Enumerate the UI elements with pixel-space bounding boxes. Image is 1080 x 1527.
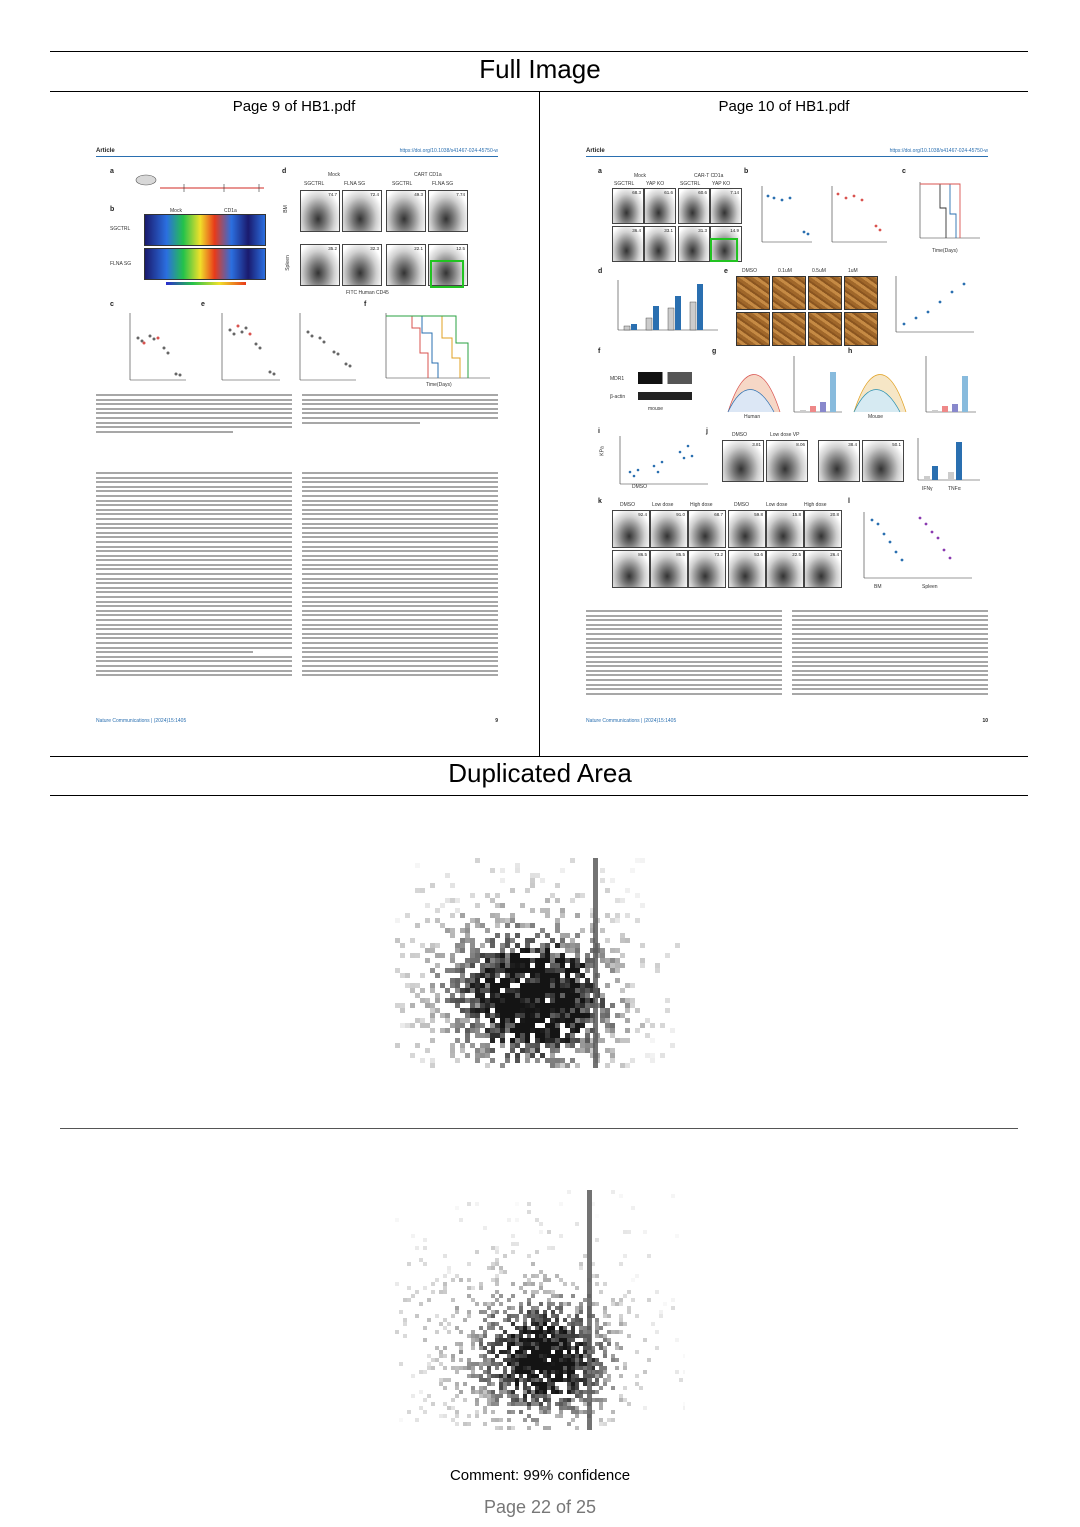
r-panel-c-survival	[910, 178, 982, 248]
panel-a-label: a	[110, 168, 114, 175]
right-page-thumbnail	[586, 148, 988, 724]
r-body-text-right	[792, 610, 988, 697]
panel-e-label: e	[201, 301, 205, 308]
panel-d-sgctrl1: SGCTRL	[304, 181, 325, 187]
r-panel-f-actin: β-actin	[610, 394, 626, 400]
western-blot-band	[638, 392, 692, 400]
r-panel-c-label: c	[902, 168, 906, 175]
r-panel-a-yapko1: YAP KO	[646, 181, 665, 187]
r-panel-a-cart: CAR-T CD1a	[694, 173, 724, 179]
right-page-label: Page 10 of HB1.pdf	[718, 98, 850, 115]
panel-c-scatter	[118, 308, 188, 388]
facs-plot: 72.4	[342, 190, 382, 232]
r-panel-f-mouse: mouse	[648, 406, 664, 412]
facs-plot: 53.6	[728, 550, 766, 588]
left-doi-link: https://doi.org/10.1038/s41467-024-45750-w	[399, 148, 498, 154]
afm-image	[736, 276, 770, 310]
facs-plot: 92.4	[612, 510, 650, 548]
afm-image	[772, 276, 806, 310]
r-panel-b-label: b	[744, 168, 749, 175]
afm-image	[772, 312, 806, 346]
panel-f-xaxis: Time(Days)	[426, 382, 452, 388]
facs-plot: 7.14	[710, 188, 742, 224]
facs-plot: 32.3	[342, 244, 382, 286]
r-panel-l-bm: BM	[874, 584, 882, 590]
facs-plot: 31.3	[678, 226, 710, 262]
r-panel-b-scatter	[752, 182, 892, 262]
panel-b-label: b	[110, 206, 115, 213]
facs-plot: 50.1	[862, 440, 904, 482]
facs-plot: 22.1	[386, 244, 426, 286]
r-panel-k-dmso2: DMSO	[734, 502, 749, 508]
left-page-thumbnail	[96, 148, 498, 724]
facs-plot: 85.5	[650, 550, 688, 588]
r-panel-d-label: d	[598, 268, 603, 275]
facs-plot: 68.7	[688, 510, 726, 548]
r-panel-i-scatter	[610, 432, 710, 492]
facs-plot: 3.81	[722, 440, 764, 482]
panel-d-bm: BM	[282, 205, 289, 213]
duplicated-region-highlight	[710, 238, 738, 262]
panel-c-label: c	[110, 301, 114, 308]
r-panel-f-label: f	[598, 348, 601, 355]
left-page-footer: Nature Communications | (2024)15:1405	[96, 718, 187, 724]
page-footer: Page 22 of 25	[483, 1497, 597, 1517]
panel-d-cart: CART CD1a	[414, 172, 442, 178]
right-doi-link: https://doi.org/10.1038/s41467-024-45750-w	[889, 148, 988, 154]
r-panel-g-human: Human	[744, 414, 761, 420]
facs-plot: 33.1	[644, 226, 676, 262]
r-body-text-left	[586, 610, 782, 697]
facs-plot: 22.5	[766, 550, 804, 588]
facs-plot: 36.4	[612, 226, 644, 262]
r-panel-j-dmso: DMSO	[732, 432, 747, 438]
r-panel-j-label: j	[706, 428, 708, 435]
facs-plot: 15.8	[766, 510, 804, 548]
duplicated-region-highlight	[430, 260, 464, 288]
facs-plot: 38.4	[818, 440, 860, 482]
left-page-number: 9	[495, 718, 498, 724]
facs-plot: 26.4	[804, 550, 842, 588]
panel-b-cd1a: CD1a	[224, 208, 237, 214]
r-panel-g-label: g	[712, 348, 717, 355]
page-divider	[539, 92, 540, 756]
duplicated-crop-left	[395, 858, 685, 1068]
facs-plot: 86.5	[612, 550, 650, 588]
panel-e-scatter	[208, 308, 283, 388]
colorbar	[166, 282, 246, 285]
r-panel-j-tnfa: TNFα	[948, 486, 961, 492]
r-panel-k-high2: High dose	[804, 502, 827, 508]
r-panel-k-dmso1: DMSO	[620, 502, 635, 508]
r-panel-d-bars	[610, 276, 720, 336]
r-panel-k-low1: Low dose	[652, 502, 674, 508]
r-panel-h-mouse: Mouse	[868, 414, 884, 420]
r-panel-i-dmso: DMSO	[632, 484, 647, 490]
figure-caption-right	[302, 394, 498, 426]
right-article-header: Article	[586, 148, 605, 154]
afm-image	[736, 312, 770, 346]
right-page-footer: Nature Communications | (2024)15:1405	[586, 718, 677, 724]
r-panel-h-histograms	[850, 352, 980, 422]
afm-image	[844, 276, 878, 310]
duplicated-crop-right	[395, 1190, 685, 1430]
panel-b-flna: FLNA SG	[110, 261, 132, 267]
panel-d-spleen: Spleen	[284, 255, 291, 271]
body-text-left	[96, 472, 292, 679]
r-panel-j-lowvp: Low dose VP	[770, 432, 800, 438]
panel-d-scatter	[288, 308, 358, 388]
r-panel-a-sgctrl1: SGCTRL	[614, 181, 635, 187]
facs-plot: 61.6	[644, 188, 676, 224]
r-panel-c-xaxis: Time(Days)	[932, 248, 958, 254]
western-blot-band	[638, 372, 692, 384]
panel-d-sgctrl2: SGCTRL	[392, 181, 413, 187]
panel-d-flna1: FLNA SG	[344, 181, 366, 187]
figure-caption-left	[96, 394, 292, 435]
facs-plot: 12.5	[428, 244, 468, 286]
facs-plot: 35.2	[300, 244, 340, 286]
r-panel-k-high1: High dose	[690, 502, 713, 508]
r-panel-a-label: a	[598, 168, 602, 175]
facs-plot: 7.74	[428, 190, 468, 232]
r-panel-f-mdr1: MDR1	[610, 376, 625, 382]
panel-b-sgctrl: SGCTRL	[110, 226, 131, 232]
full-image-title: Full Image	[479, 54, 601, 84]
r-panel-a-yapko2: YAP KO	[712, 181, 731, 187]
duplicated-rule	[50, 795, 1028, 796]
r-panel-e-1: 1uM	[848, 268, 858, 274]
facs-plot: 68.3	[612, 188, 644, 224]
afm-image	[844, 312, 878, 346]
top-rule	[50, 51, 1028, 52]
afm-image	[808, 312, 842, 346]
r-panel-h-label: h	[848, 348, 853, 355]
r-panel-k-label: k	[598, 498, 602, 505]
facs-plot: 60.6	[678, 188, 710, 224]
r-panel-l-label: l	[848, 498, 850, 505]
duplicated-top-rule	[50, 756, 1028, 757]
r-panel-l-scatter	[854, 508, 974, 588]
panel-f-label: f	[364, 301, 367, 308]
duplicated-area-title: Duplicated Area	[448, 758, 632, 788]
panel-b-mock: Mock	[170, 208, 182, 214]
r-panel-e-label: e	[724, 268, 728, 275]
body-text-right	[302, 472, 498, 679]
right-page-number: 10	[982, 718, 988, 724]
r-panel-e-dmso: DMSO	[742, 268, 757, 274]
r-panel-a-mock: Mock	[634, 173, 646, 179]
afm-image	[808, 276, 842, 310]
left-page-label: Page 9 of HB1.pdf	[232, 98, 356, 115]
facs-plot: 91.0	[650, 510, 688, 548]
confidence-comment: Comment: 99% confidence	[449, 1467, 631, 1484]
panel-d-label: d	[282, 168, 287, 175]
r-panel-j-bars	[912, 436, 982, 486]
panel-d-xaxis: FITC Human CD45	[346, 290, 389, 296]
facs-plot: 8.06	[766, 440, 808, 482]
panel-d-mock: Mock	[328, 172, 340, 178]
crop-separator	[60, 1128, 1018, 1129]
r-panel-l-spleen: Spleen	[922, 584, 938, 590]
r-panel-i-ylabel: KPa	[599, 446, 606, 456]
facs-plot: 73.2	[688, 550, 726, 588]
panel-a-timeline	[124, 168, 274, 202]
bioluminescence-mice-sgctrl	[144, 214, 266, 246]
left-article-header: Article	[96, 148, 115, 154]
bioluminescence-mice-flna	[144, 248, 266, 280]
facs-plot: 74.7	[300, 190, 340, 232]
r-panel-e-scatter	[886, 272, 976, 342]
r-panel-e-05: 0.5uM	[812, 268, 826, 274]
r-panel-j-ifng: IFNγ	[922, 486, 933, 492]
r-panel-g-histograms	[724, 352, 844, 422]
r-panel-e-01: 0.1uM	[778, 268, 792, 274]
r-panel-i-label: i	[598, 428, 600, 435]
facs-plot: 49.3	[386, 190, 426, 232]
panel-d-flna2: FLNA SG	[432, 181, 454, 187]
r-panel-k-low2: Low dose	[766, 502, 788, 508]
facs-plot: 14.9	[710, 226, 742, 262]
r-panel-a-sgctrl2: SGCTRL	[680, 181, 701, 187]
facs-plot: 20.8	[804, 510, 842, 548]
facs-plot: 59.8	[728, 510, 766, 548]
panel-f-survival	[372, 308, 492, 388]
